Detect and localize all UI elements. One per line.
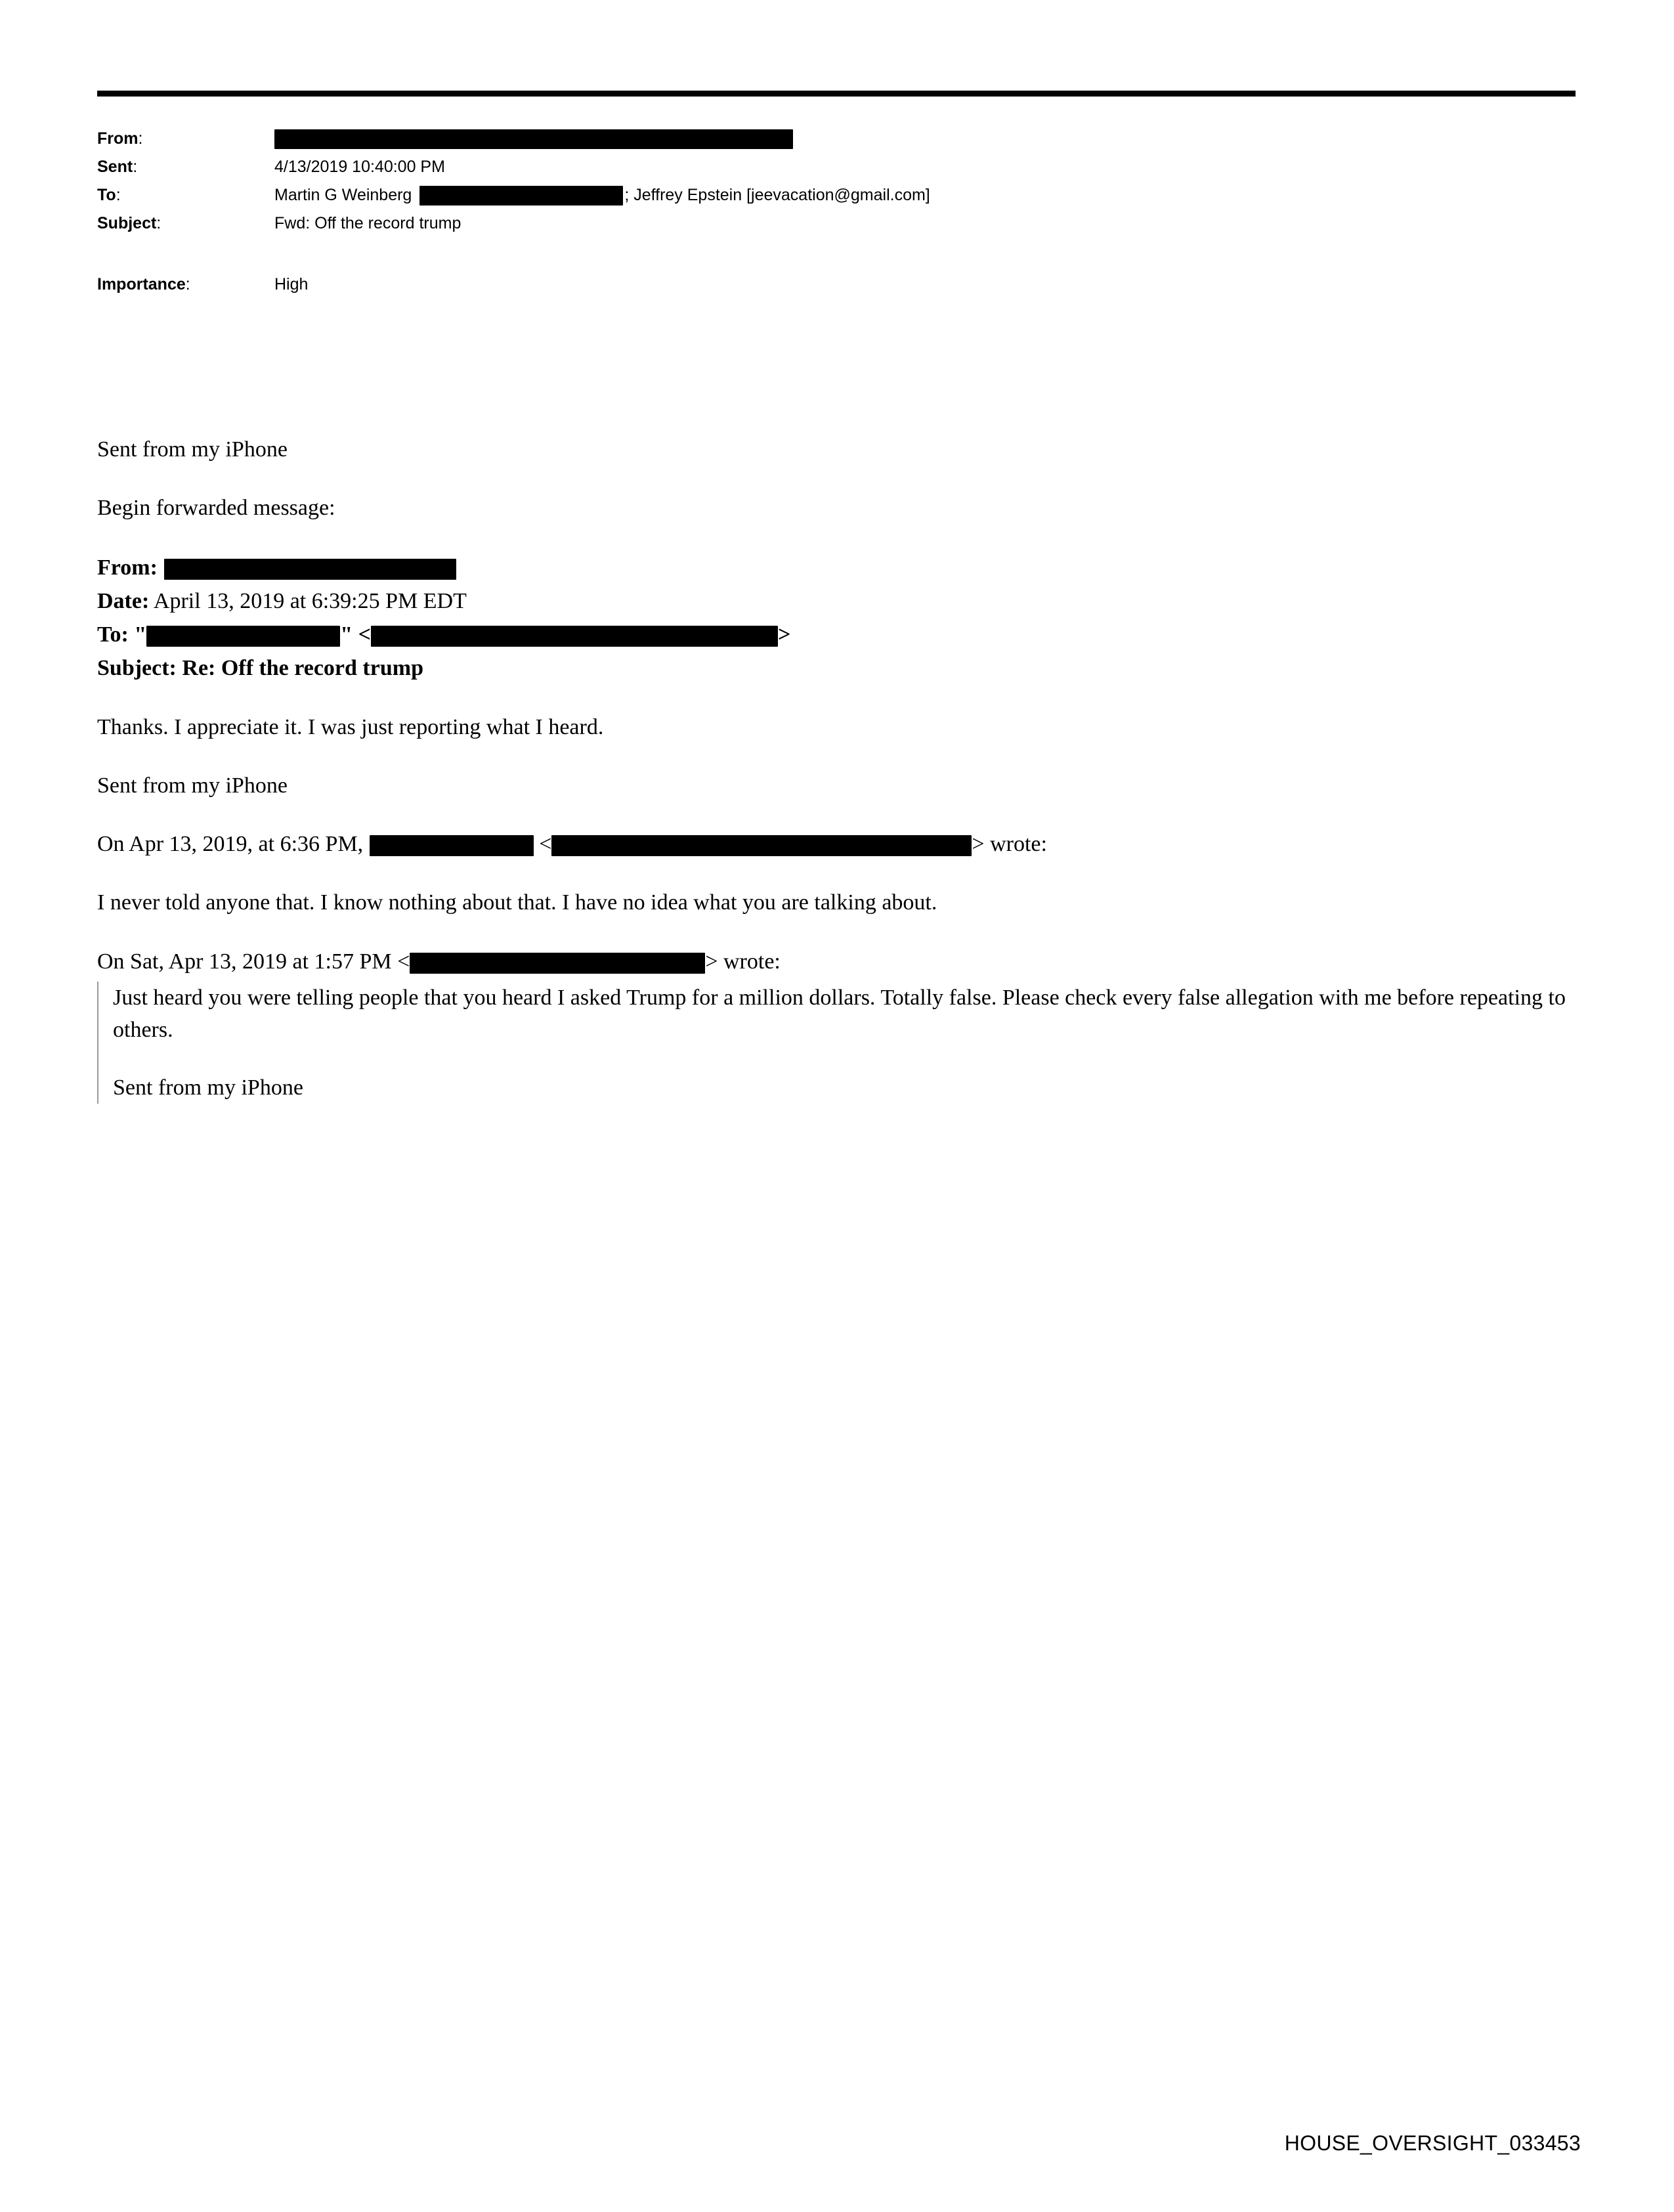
redaction-bar-fwd-from [164, 559, 456, 580]
forwarded-subject-label: Subject: [97, 655, 177, 680]
signature-line-2: Sent from my iPhone [97, 773, 288, 798]
signature-line-3: Sent from my iPhone [113, 1075, 303, 1100]
quote-attribution-sat [97, 945, 1587, 978]
forwarded-to-angle-close: > [778, 622, 791, 647]
forwarded-subject-line [97, 651, 1587, 685]
header-divider-rule [97, 91, 1576, 97]
email-body [97, 433, 1587, 1129]
forwarded-to-quote-open: " [134, 622, 147, 647]
forwarded-from-line [97, 551, 1587, 584]
header-value-from [274, 125, 793, 153]
quote-attribution-apr13-prefix: On Apr 13, 2019, at 6:36 PM, [97, 832, 364, 857]
forwarded-to-quote-close: " [340, 622, 353, 647]
header-value-to [274, 181, 930, 209]
header-value-subject: Fwd: Off the record trump [274, 214, 461, 232]
email-header [97, 125, 1581, 299]
header-label-subject: Subject: [97, 214, 161, 232]
redaction-bar-from [274, 129, 793, 149]
forwarded-to-label: To: [97, 622, 129, 647]
header-row-sent [97, 153, 1581, 181]
header-label-importance: Importance: [97, 275, 190, 293]
redaction-bar-sat-address [410, 953, 705, 974]
forwarded-date-line [97, 584, 1587, 618]
bates-number: HOUSE_OVERSIGHT_033453 [1284, 2131, 1581, 2155]
forwarded-to-angle-open: < [358, 622, 372, 647]
recipient-list-suffix: ; Jeffrey Epstein [jeevacation@gmail.com] [624, 186, 930, 204]
redaction-bar-apr13-name [370, 835, 534, 856]
header-spacer [97, 238, 1581, 271]
quote-attribution-sat-angle-open: < [397, 949, 410, 974]
quote-attribution-sat-suffix: wrote: [723, 949, 781, 974]
redaction-bar-fwd-to-name [146, 626, 340, 647]
forwarded-header-block [97, 551, 1587, 685]
header-row-from [97, 125, 1581, 153]
recipient-name: Martin G Weinberg [274, 186, 412, 204]
redaction-bar-apr13-address [551, 835, 972, 856]
quote-attribution-apr13-angle-open: < [539, 832, 552, 857]
never-told-paragraph: I never told anyone that. I know nothing about that. I have no idea what you are talking about. [97, 890, 937, 915]
header-row-to [97, 181, 1581, 209]
header-row-subject [97, 209, 1581, 238]
forwarded-date-label: Date: [97, 588, 150, 613]
quoted-message-block [97, 982, 1587, 1104]
header-value-sent: 4/13/2019 10:40:00 PM [274, 158, 445, 176]
quoted-paragraph: Just heard you were telling people that you heard I asked Trump for a million dollars. Totally false. Please check every false allegation with me before repeating to others. [113, 986, 1566, 1043]
forwarded-from-label: From: [97, 555, 158, 580]
header-row-importance [97, 271, 1581, 299]
forwarded-to-line [97, 618, 1587, 651]
forwarded-subject-value: Re: Off the record trump [182, 655, 423, 680]
header-value-importance: High [274, 275, 309, 293]
header-label-sent: Sent: [97, 158, 138, 176]
redaction-bar-to-address [419, 186, 623, 206]
quote-attribution-apr13-angle-close: > [972, 832, 985, 857]
begin-forwarded-message: Begin forwarded message: [97, 496, 335, 521]
header-label-from: From: [97, 129, 143, 148]
quote-attribution-sat-angle-close: > [705, 949, 718, 974]
forwarded-date-value: April 13, 2019 at 6:39:25 PM EDT [153, 588, 467, 613]
quote-attribution-apr13-suffix: wrote: [990, 832, 1047, 857]
redaction-bar-fwd-to-address [371, 626, 778, 647]
reply-thanks-paragraph: Thanks. I appreciate it. I was just reporting what I heard. [97, 714, 604, 739]
quote-attribution-apr13 [97, 828, 1587, 860]
quote-attribution-sat-prefix: On Sat, Apr 13, 2019 at 1:57 PM [97, 949, 392, 974]
signature-line-1: Sent from my iPhone [97, 437, 288, 462]
header-label-to: To: [97, 186, 121, 204]
